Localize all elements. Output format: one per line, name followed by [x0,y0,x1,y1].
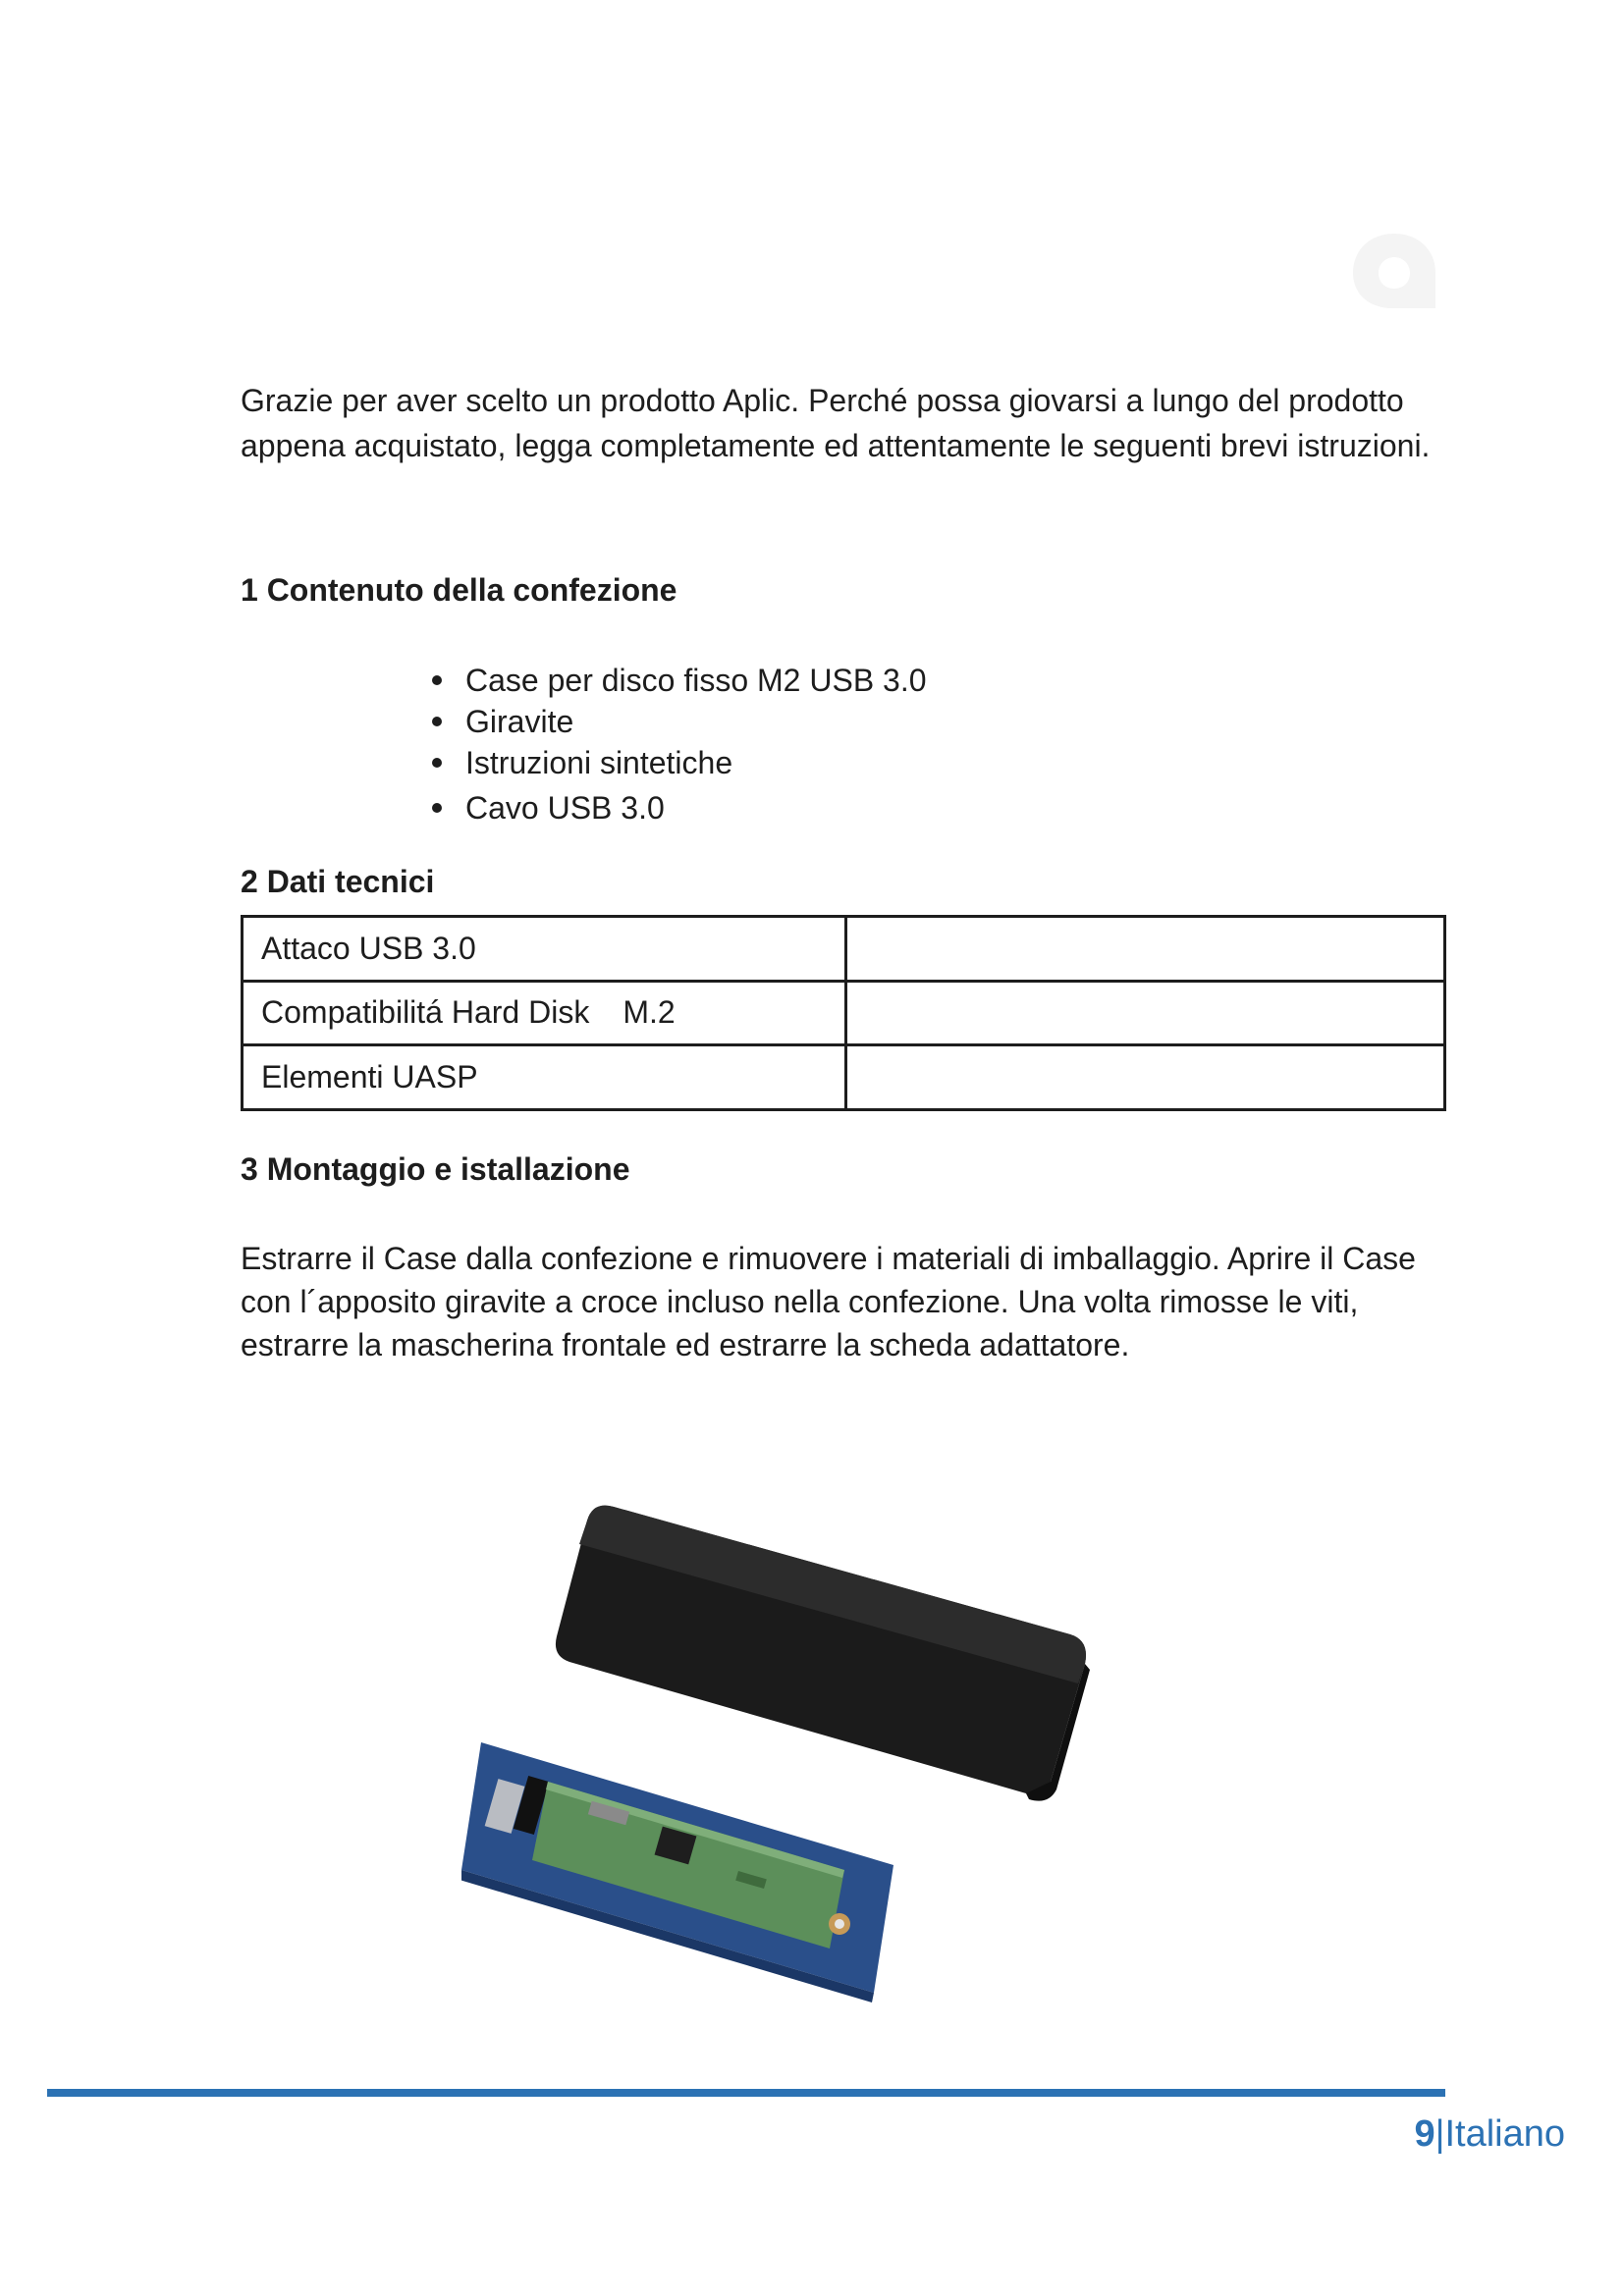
page-number: 9|Italiano [1414,2113,1565,2155]
product-photo-m2-enclosure [461,1487,1149,2037]
table-row [243,917,1445,982]
list-item: Cavo USB 3.0 [432,787,927,828]
list-item: Istruzioni sintetiche [432,742,927,783]
intro-paragraph: Grazie per aver scelto un prodotto Aplic. Perché possa giovarsi a lungo del prodotto appena acquistato, legga completamente ed attentamente le seguenti brevi istruzioni. [241,383,1431,463]
spec-value [846,981,1445,1045]
install-paragraph: Estrarre il Case dalla confezione e rimuovere i materiali di imballaggio. Aprire il Case con l´apposito giravite a croce incluso nella confezione. Una volta rimosse le viti, estrarre la mascherina frontale ed estrarre la scheda adattatore. [241,1241,1416,1362]
table-row [243,1045,1445,1110]
enclosure-shell [556,1506,1090,1801]
spec-label: Attaco USB 3.0 [243,917,846,982]
list-item: Case per disco fisso M2 USB 3.0 [432,660,927,701]
aplic-logo-watermark [1345,226,1443,314]
spec-inline-value: M.2 [623,994,676,1031]
spec-label: Compatibilitá Hard Disk M.2 [243,981,846,1045]
bullet-icon [432,717,442,726]
bullet-icon [432,675,442,685]
spec-value [846,1045,1445,1110]
section-heading-contents: 1 Contenuto della confezione [241,572,677,608]
contents-list [432,660,927,828]
section-heading-install: 3 Montaggio e istallazione [241,1151,630,1187]
bullet-icon [432,803,442,813]
section-heading-specs: 2 Dati tecnici [241,864,435,899]
table-row [243,981,1445,1045]
list-item: Giravite [432,701,927,742]
footer-divider [47,2089,1445,2097]
spec-table [241,915,1446,1111]
spec-value [846,917,1445,982]
bullet-icon [432,758,442,768]
spec-label: Elementi UASP [243,1045,846,1110]
